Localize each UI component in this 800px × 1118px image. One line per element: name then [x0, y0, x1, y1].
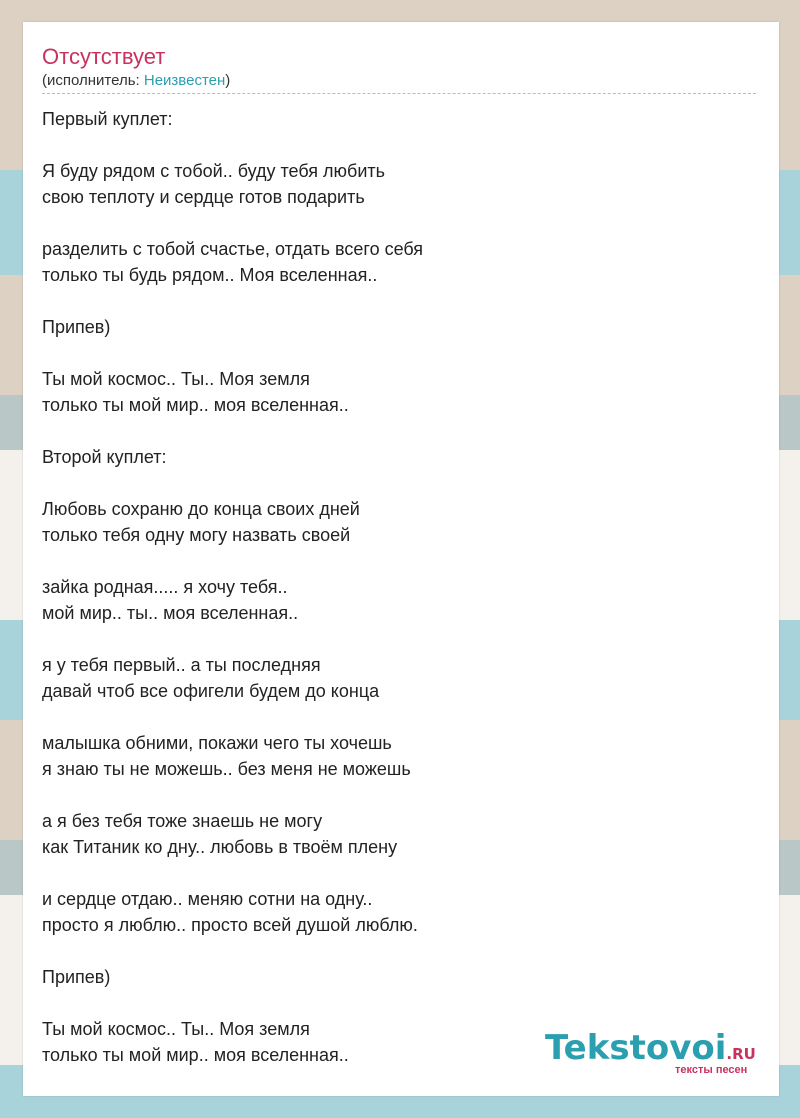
- logo-tld: .RU: [726, 1045, 756, 1063]
- lyric-blank-line: [42, 860, 756, 886]
- lyric-blank-line: [42, 470, 756, 496]
- lyric-line: мой мир.. ты.. моя вселенная..: [42, 603, 299, 623]
- lyric-blank-line: [42, 418, 756, 444]
- lyric-line: я знаю ты не можешь.. без меня не можешь: [42, 759, 411, 779]
- lyrics-card: [23, 22, 779, 1096]
- lyric-blank-line: [42, 288, 756, 314]
- lyric-line: Я буду рядом с тобой.. буду тебя любить: [42, 161, 386, 181]
- lyric-blank-line: [42, 990, 756, 1016]
- artist-line: [42, 72, 230, 90]
- lyric-line: я у тебя первый.. а ты последняя: [42, 655, 321, 675]
- lyric-blank-line: [42, 626, 756, 652]
- lyric-line: разделить с тобой счастье, отдать всего себя: [42, 239, 424, 259]
- lyric-line: давай чтоб все офигели будем до конца: [42, 681, 380, 701]
- artist-prefix: (исполнитель:: [42, 72, 144, 89]
- header-divider: [42, 93, 756, 94]
- lyric-line: Припев): [42, 967, 111, 987]
- lyric-blank-line: [42, 704, 756, 730]
- lyric-line: и сердце отдаю.. меняю сотни на одну..: [42, 889, 373, 909]
- lyric-line: только тебя одну могу назвать своей: [42, 525, 351, 545]
- lyrics-text: [42, 106, 756, 1068]
- lyric-line: только ты мой мир.. моя вселенная..: [42, 1045, 349, 1065]
- lyric-line: Любовь сохраню до конца своих дней: [42, 499, 360, 519]
- artist-suffix: ): [225, 72, 231, 89]
- lyric-line: только ты будь рядом.. Моя вселенная..: [42, 265, 378, 285]
- lyric-blank-line: [42, 210, 756, 236]
- lyric-line: зайка родная..... я хочу тебя..: [42, 577, 288, 597]
- lyric-line: Второй куплет:: [42, 447, 167, 467]
- lyric-line: Ты мой космос.. Ты.. Моя земля: [42, 1019, 310, 1039]
- lyric-blank-line: [42, 782, 756, 808]
- lyric-line: просто я люблю.. просто всей душой люблю.: [42, 915, 418, 935]
- logo-word: Tekstovoi: [545, 1028, 727, 1068]
- lyric-line: малышка обними, покажи чего ты хочешь: [42, 733, 392, 753]
- lyric-blank-line: [42, 548, 756, 574]
- lyric-line: а я без тебя тоже знаешь не могу: [42, 811, 323, 831]
- lyric-line: как Титаник ко дну.. любовь в твоём плену: [42, 837, 398, 857]
- lyric-blank-line: [42, 132, 756, 158]
- lyric-blank-line: [42, 938, 756, 964]
- logo-tagline: тексты песен: [675, 1064, 748, 1076]
- song-title: Отсутствует: [42, 44, 166, 69]
- lyric-line: свою теплоту и сердце готов подарить: [42, 187, 365, 207]
- lyric-blank-line: [42, 340, 756, 366]
- lyric-line: Первый куплет:: [42, 109, 173, 129]
- site-logo[interactable]: [545, 1028, 775, 1088]
- lyric-line: Ты мой космос.. Ты.. Моя земля: [42, 369, 310, 389]
- lyric-line: только ты мой мир.. моя вселенная..: [42, 395, 349, 415]
- lyric-line: Припев): [42, 317, 111, 337]
- artist-link[interactable]: Неизвестен: [143, 72, 226, 89]
